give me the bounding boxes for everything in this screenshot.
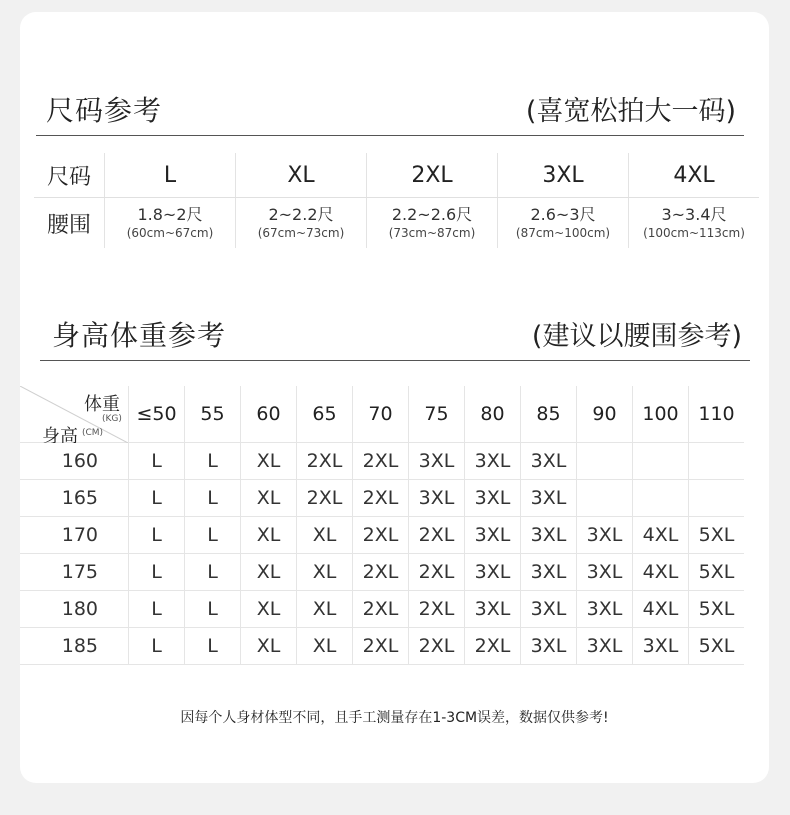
- size-reference-header: [36, 82, 744, 136]
- size-recommendation-cell: L: [128, 480, 184, 516]
- height-weight-table: [20, 386, 744, 665]
- weight-header-cell: 55: [184, 386, 240, 442]
- size-recommendation-cell: [632, 443, 688, 479]
- size-recommendation-cell: L: [184, 628, 240, 664]
- size-recommendation-cell: 3XL: [576, 517, 632, 553]
- size-recommendation-cell: 2XL: [352, 480, 408, 516]
- size-recommendation-cell: 2XL: [408, 554, 464, 590]
- size-row: [34, 153, 759, 198]
- size-recommendation-cell: 3XL: [464, 591, 520, 627]
- weight-header-cell: 65: [296, 386, 352, 442]
- size-recommendation-cell: L: [184, 480, 240, 516]
- corner-height-unit: (CM): [82, 428, 104, 438]
- size-recommendation-cell: 2XL: [464, 628, 520, 664]
- size-recommendation-cell: L: [184, 517, 240, 553]
- size-row-label: 尺码: [46, 164, 91, 190]
- size-recommendation-cell: 3XL: [576, 628, 632, 664]
- size-recommendation-cell: 3XL: [464, 443, 520, 479]
- body-reference-note: (建议以腰围参考): [531, 321, 742, 352]
- table-corner: [20, 386, 128, 443]
- size-cell: L: [104, 153, 235, 197]
- size-recommendation-cell: 3XL: [632, 628, 688, 664]
- size-recommendation-cell: L: [128, 554, 184, 590]
- size-recommendation-cell: 3XL: [520, 480, 576, 516]
- size-chart-card: [20, 12, 769, 783]
- size-recommendation-cell: 2XL: [352, 591, 408, 627]
- size-recommendation-cell: XL: [240, 517, 296, 553]
- size-recommendation-cell: 2XL: [352, 517, 408, 553]
- waist-row: [34, 198, 759, 248]
- table-row: [20, 591, 744, 628]
- size-recommendation-cell: L: [128, 517, 184, 553]
- size-recommendation-cell: 3XL: [576, 554, 632, 590]
- height-cell: 165: [61, 487, 98, 509]
- size-reference-title: 尺码参考: [46, 93, 163, 127]
- table-row: [20, 443, 744, 480]
- body-reference-header: [40, 307, 750, 361]
- size-cell: 4XL: [628, 153, 759, 197]
- size-recommendation-cell: 3XL: [520, 554, 576, 590]
- size-recommendation-cell: XL: [240, 554, 296, 590]
- size-recommendation-cell: 4XL: [632, 517, 688, 553]
- size-recommendation-cell: XL: [296, 591, 352, 627]
- size-recommendation-cell: XL: [240, 480, 296, 516]
- size-recommendation-cell: XL: [240, 443, 296, 479]
- size-cell: 2XL: [366, 153, 497, 197]
- waist-row-label: 腰围: [46, 212, 91, 238]
- weight-header-cell: 70: [352, 386, 408, 442]
- size-recommendation-cell: 2XL: [408, 517, 464, 553]
- size-recommendation-cell: 5XL: [688, 628, 744, 664]
- size-recommendation-cell: [576, 443, 632, 479]
- size-recommendation-cell: 3XL: [520, 628, 576, 664]
- size-recommendation-cell: XL: [296, 517, 352, 553]
- disclaimer-note: 因每个人身材体型不同，且手工测量存在1-3CM误差，数据仅供参考!: [180, 710, 609, 726]
- size-recommendation-cell: 3XL: [464, 517, 520, 553]
- weight-header-cell: 85: [520, 386, 576, 442]
- size-recommendation-cell: 3XL: [408, 443, 464, 479]
- size-recommendation-cell: 2XL: [296, 480, 352, 516]
- size-recommendation-cell: [688, 480, 744, 516]
- corner-height-label: 身高: [42, 426, 78, 443]
- size-recommendation-cell: [688, 443, 744, 479]
- size-recommendation-cell: 5XL: [688, 517, 744, 553]
- size-recommendation-cell: 3XL: [464, 480, 520, 516]
- weight-header-cell: 100: [632, 386, 688, 442]
- size-recommendation-cell: L: [128, 591, 184, 627]
- size-recommendation-cell: 4XL: [632, 591, 688, 627]
- size-recommendation-cell: 2XL: [408, 628, 464, 664]
- size-recommendation-cell: 2XL: [296, 443, 352, 479]
- waist-cell: 2.2~2.6尺 (73cm~87cm): [366, 198, 497, 248]
- size-recommendation-cell: L: [184, 591, 240, 627]
- height-cell: 180: [61, 598, 98, 620]
- table-row: [20, 517, 744, 554]
- waist-cell: 1.8~2尺 (60cm~67cm): [104, 198, 235, 248]
- table-row: [20, 554, 744, 591]
- size-recommendation-cell: 5XL: [688, 554, 744, 590]
- height-cell: 170: [61, 524, 98, 546]
- weight-header-row: [20, 386, 744, 443]
- waist-cell: 2~2.2尺 (67cm~73cm): [235, 198, 366, 248]
- table-row: [20, 480, 744, 517]
- size-recommendation-cell: 4XL: [632, 554, 688, 590]
- size-recommendation-cell: 2XL: [352, 554, 408, 590]
- corner-weight-label: 体重: [84, 394, 120, 415]
- size-recommendation-cell: XL: [296, 554, 352, 590]
- size-recommendation-cell: [632, 480, 688, 516]
- size-recommendation-cell: XL: [240, 628, 296, 664]
- size-table: [34, 153, 759, 248]
- size-recommendation-cell: 2XL: [352, 628, 408, 664]
- waist-cell: 2.6~3尺 (87cm~100cm): [497, 198, 628, 248]
- size-recommendation-cell: L: [184, 554, 240, 590]
- size-reference-note: (喜宽松拍大一码): [525, 96, 736, 127]
- size-recommendation-cell: L: [128, 628, 184, 664]
- weight-header-cell: 75: [408, 386, 464, 442]
- size-cell: XL: [235, 153, 366, 197]
- size-recommendation-cell: XL: [296, 628, 352, 664]
- height-cell: 175: [61, 561, 98, 583]
- body-reference-title: 身高体重参考: [52, 318, 227, 352]
- size-recommendation-cell: 2XL: [352, 443, 408, 479]
- weight-header-cell: 80: [464, 386, 520, 442]
- size-recommendation-cell: 3XL: [464, 554, 520, 590]
- size-recommendation-cell: 3XL: [408, 480, 464, 516]
- height-cell: 160: [61, 450, 98, 472]
- corner-weight-unit: (KG): [102, 414, 122, 424]
- size-cell: 3XL: [497, 153, 628, 197]
- size-recommendation-cell: 3XL: [576, 591, 632, 627]
- size-recommendation-cell: [576, 480, 632, 516]
- weight-header-cell: 60: [240, 386, 296, 442]
- size-recommendation-cell: L: [184, 443, 240, 479]
- height-cell: 185: [61, 635, 98, 657]
- size-recommendation-cell: 3XL: [520, 443, 576, 479]
- waist-cell: 3~3.4尺 (100cm~113cm): [628, 198, 759, 248]
- weight-header-cell: 90: [576, 386, 632, 442]
- size-recommendation-cell: L: [128, 443, 184, 479]
- size-recommendation-cell: 2XL: [408, 591, 464, 627]
- size-recommendation-cell: 3XL: [520, 517, 576, 553]
- size-recommendation-cell: 3XL: [520, 591, 576, 627]
- size-recommendation-cell: 5XL: [688, 591, 744, 627]
- table-row: [20, 628, 744, 665]
- weight-header-cell: ≤50: [128, 386, 184, 442]
- weight-header-cell: 110: [688, 386, 744, 442]
- size-recommendation-cell: XL: [240, 591, 296, 627]
